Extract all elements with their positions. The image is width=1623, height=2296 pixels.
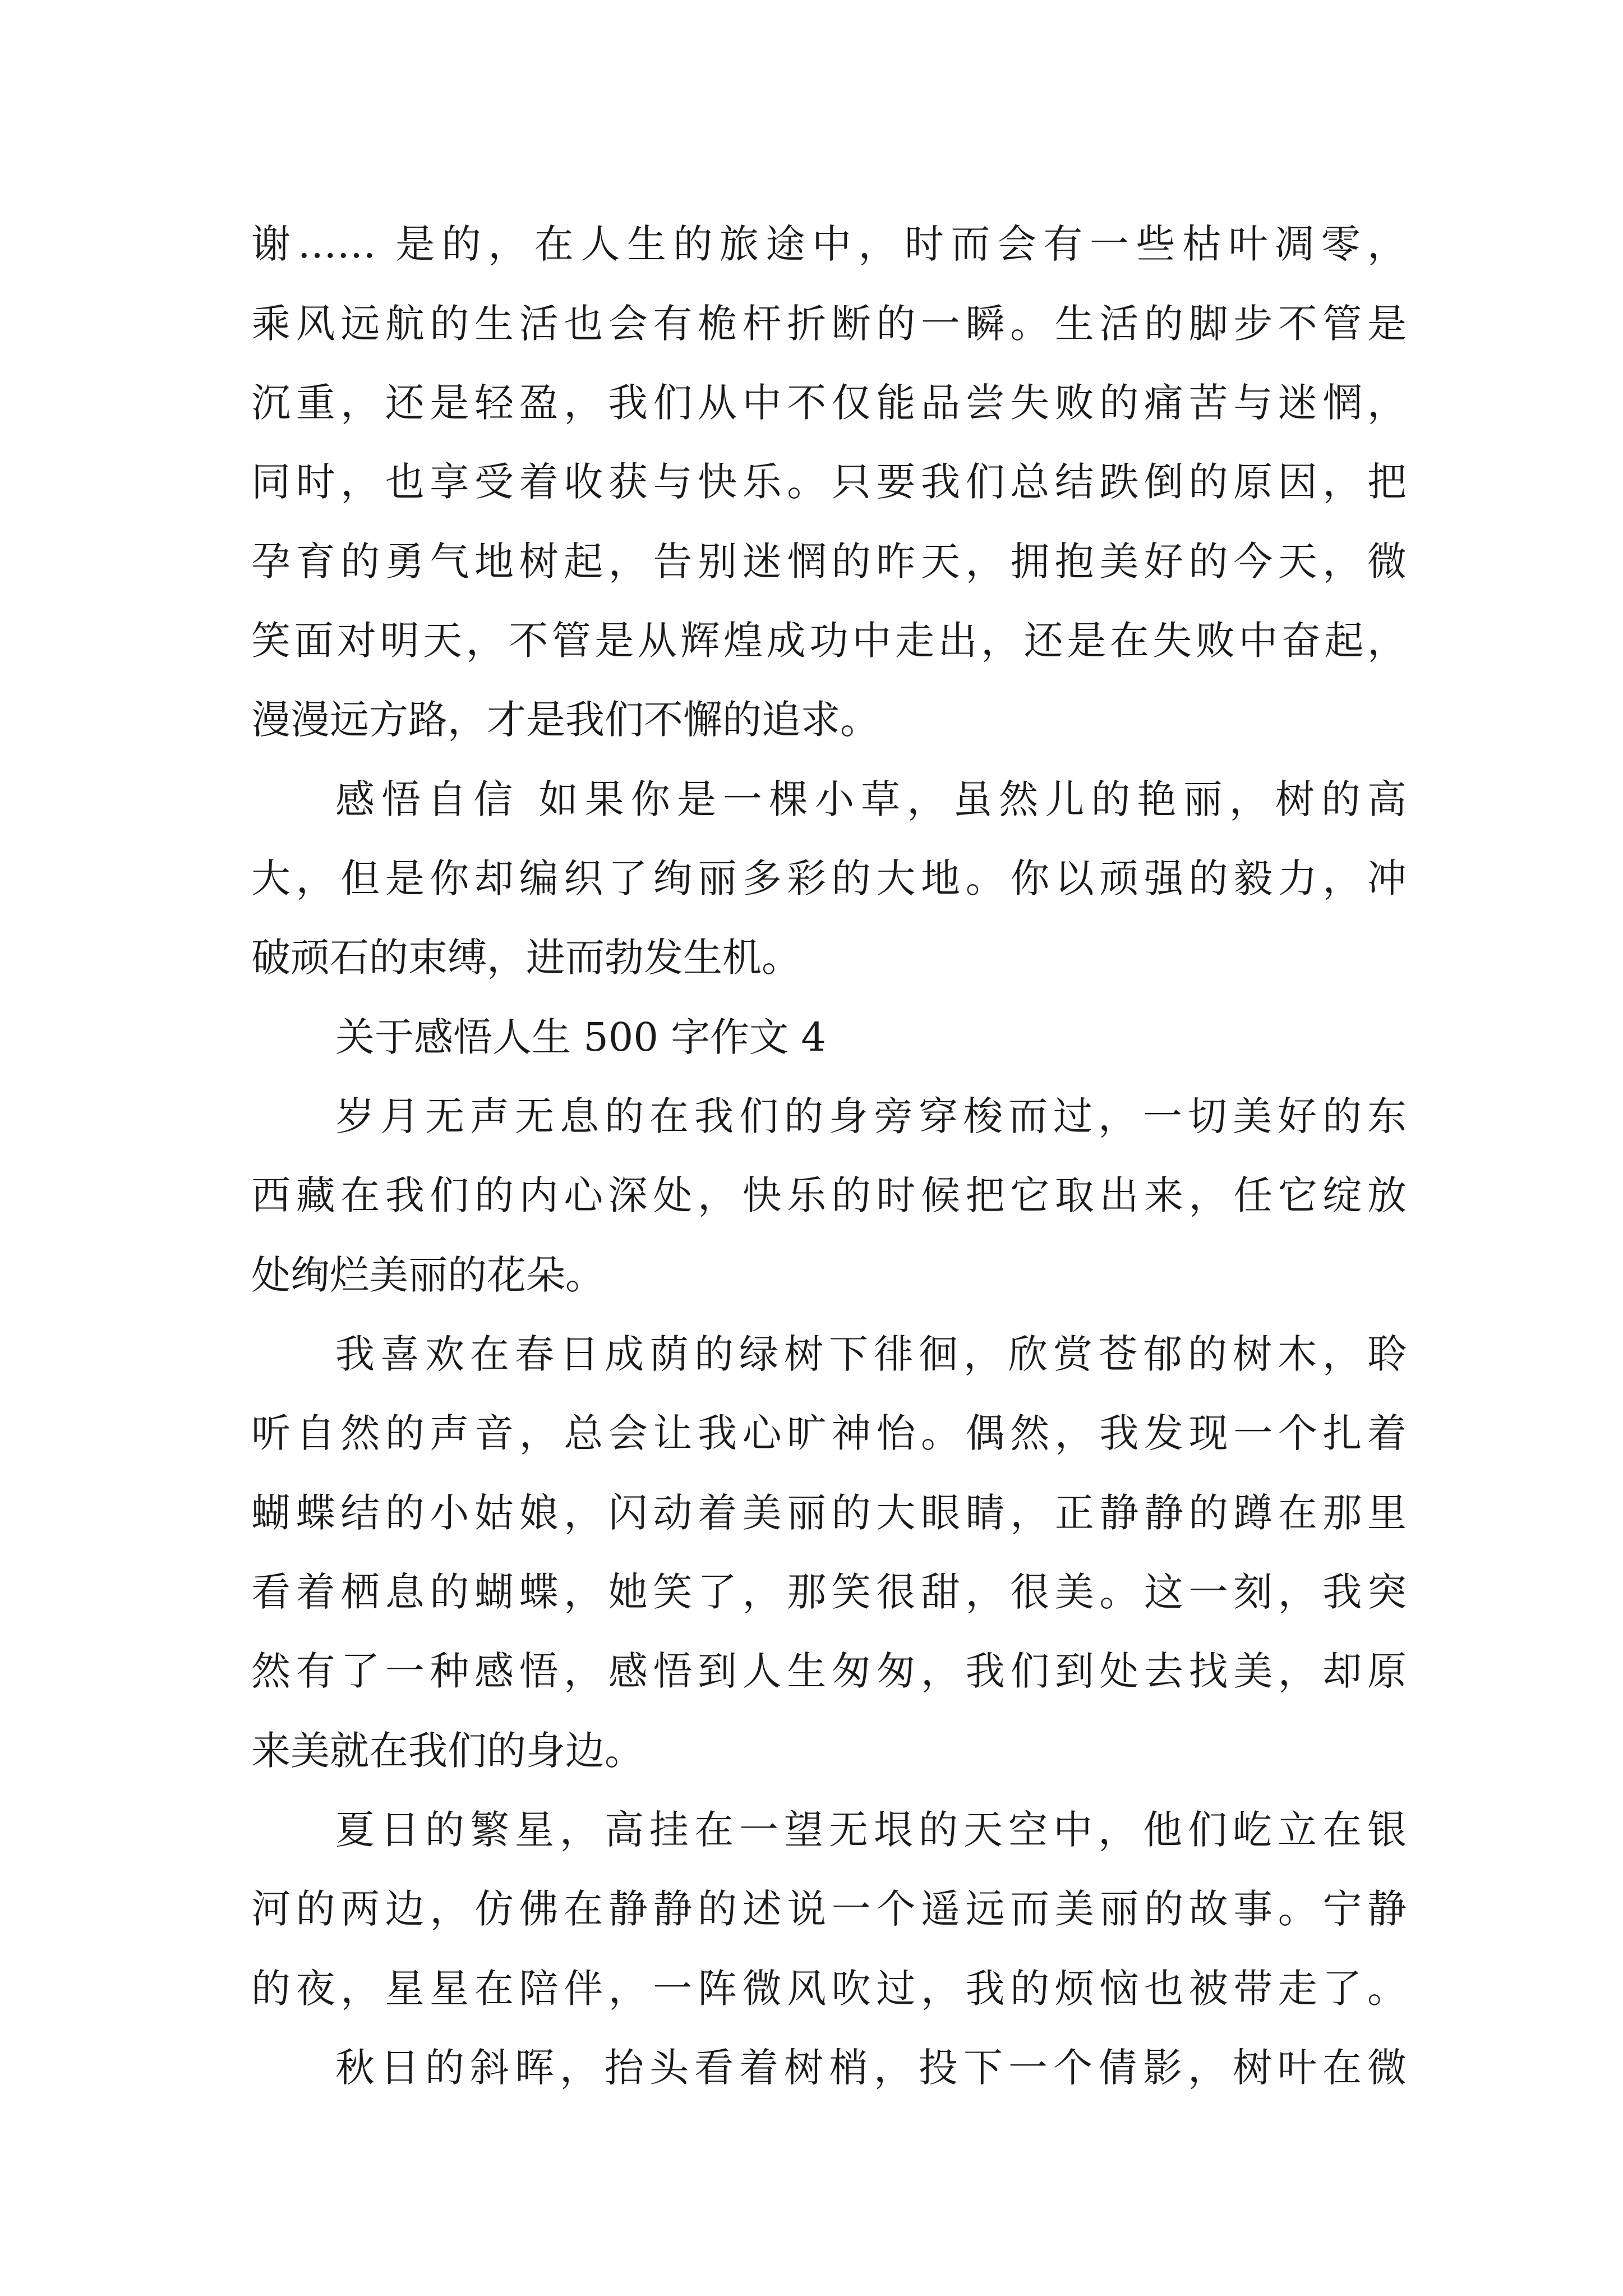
text-line: 处绚烂美丽的花朵。 bbox=[251, 1252, 605, 1298]
text-line: 大，但是你却编织了绚丽多彩的大地。你以顽强的毅力，冲 bbox=[251, 855, 1407, 901]
text-line: 的夜，星星在陪伴，一阵微风吹过，我的烦恼也被带走了。 bbox=[251, 1966, 1407, 2012]
text-line: 河的两边，仿佛在静静的述说一个遥远而美丽的故事。宁静 bbox=[251, 1886, 1407, 1932]
text-line: 破顽石的束缚，进而勃发生机。 bbox=[251, 935, 801, 981]
text-line: 听自然的声音，总会让我心旷神怡。偶然，我发现一个扎着 bbox=[251, 1410, 1407, 1456]
paragraph-first-line: 我喜欢在春日成荫的绿树下徘徊，欣赏苍郁的树木，聆 bbox=[335, 1331, 1407, 1377]
text-line: 西藏在我们的内心深处，快乐的时候把它取出来，任它绽放 bbox=[251, 1172, 1407, 1218]
paragraph-first-line: 感悟自信 如果你是一棵小草，虽然儿的艳丽，树的高 bbox=[335, 776, 1407, 822]
text-line: 漫漫远方路，才是我们不懈的追求。 bbox=[251, 697, 879, 743]
paragraph-first-line: 秋日的斜晖，抬头看着树梢，投下一个倩影，树叶在微 bbox=[335, 2045, 1407, 2091]
text-line: 蝴蝶结的小姑娘，闪动着美丽的大眼睛，正静静的蹲在那里 bbox=[251, 1490, 1407, 1536]
text-line: 笑面对明天，不管是从辉煌成功中走出，还是在失败中奋起， bbox=[251, 618, 1407, 664]
text-line: 谢…… 是的，在人生的旅途中，时而会有一些枯叶凋零， bbox=[251, 221, 1407, 267]
text-line: 沉重，还是轻盈，我们从中不仅能品尝失败的痛苦与迷惘， bbox=[251, 380, 1407, 426]
text-line: 然有了一种感悟，感悟到人生匆匆，我们到处去找美，却原 bbox=[251, 1648, 1407, 1694]
text-line: 乘风远航的生活也会有桅杆折断的一瞬。生活的脚步不管是 bbox=[251, 301, 1407, 347]
text-line: 看着栖息的蝴蝶，她笑了，那笑很甜，很美。这一刻，我突 bbox=[251, 1569, 1407, 1615]
section-heading: 关于感悟人生 500 字作文 4 bbox=[335, 1014, 826, 1060]
paragraph-first-line: 夏日的繁星，高挂在一望无垠的天空中，他们屹立在银 bbox=[335, 1807, 1407, 1853]
paragraph-first-line: 岁月无声无息的在我们的身旁穿梭而过，一切美好的东 bbox=[335, 1093, 1407, 1139]
text-line: 孕育的勇气地树起，告别迷惘的昨天，拥抱美好的今天，微 bbox=[251, 539, 1407, 585]
text-line: 来美就在我们的身边。 bbox=[251, 1728, 644, 1774]
text-line: 同时，也享受着收获与快乐。只要我们总结跌倒的原因，把 bbox=[251, 459, 1407, 505]
